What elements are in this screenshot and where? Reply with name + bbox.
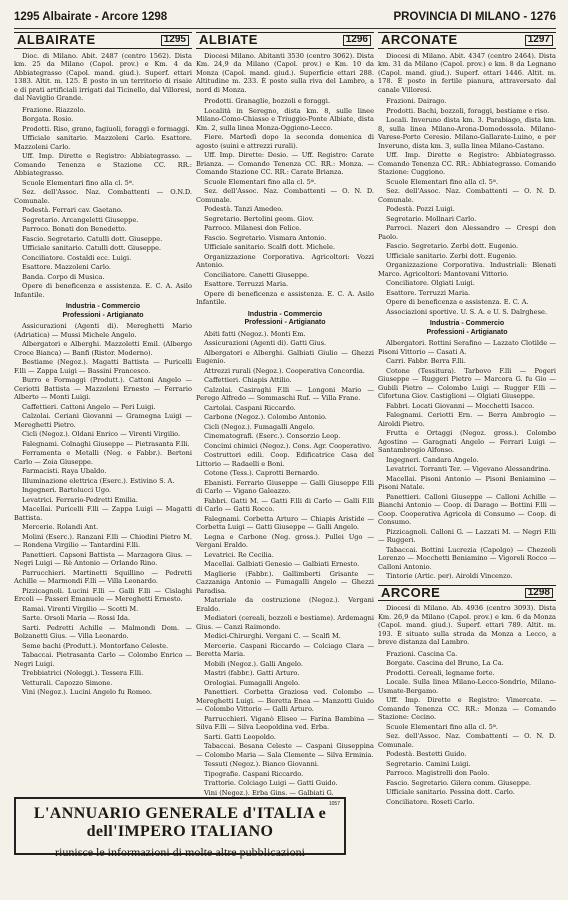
list-item: Borgata. Rosio. <box>22 115 74 123</box>
list-item: Podestà. Bestetti Guido. <box>386 750 467 758</box>
list-item: Ufficiale sanitario. Catulli dott. Giuseppe. <box>22 244 162 252</box>
list-item: Caffettieri. Cattoni Angelo — Peri Luigi. <box>22 402 156 411</box>
column-arconate-arcore <box>378 32 556 807</box>
list-item: Sez. dell'Assoc. Naz. Combattenti — O. N. D. Comunale. <box>378 187 556 204</box>
list-item: Uff. Imp. Dirette e Registro: Abbiategrasso. — Comando Tenenza e Stazione CC. RR.: Abbiategrasso. <box>14 152 192 177</box>
list-item: Trebbiatrici (Noleggi.). Tessera F.lli. <box>22 669 144 677</box>
town-number: 1296 <box>343 35 371 46</box>
list-item: Sarte. Orsoli Maria — Rossi Ida. <box>22 614 130 622</box>
list-item: Mercerie. Rolandi Ant. <box>22 523 99 531</box>
list-item: Prodotti. Riso, grano, fagiuoli, foraggi e formaggi. <box>22 124 190 133</box>
list-item: Organizzazione Corporativa. Industriali: Blenati Marco. Agricoltori: Mantovani Vittorio. <box>378 261 556 278</box>
list-item: Cotone (Tess.). Caprotti Bernardo. <box>204 469 320 477</box>
list-item: Falegnami. Corbetta Arturo — Chiapis Aristide — Corbetta Luigi — Gatti Giuseppe — Galli Angelo. <box>196 514 374 531</box>
list-item: Materiale da costruzione (Negoz.). Vergani Eraldo. <box>196 596 374 613</box>
list-item: Levatrici. Re Cecilia. <box>204 550 274 559</box>
list-item: Panettieri. Capsoni Battista — Marzagora Gius. — Negri Luigi — Rè Antonio — Orlando Rino. <box>14 550 192 567</box>
list-item: Prodotti. Bachi, bozzoli, foraggi, bestiame e riso. <box>386 106 550 115</box>
header-left: 1295 Albairate - Arcore 1298 <box>14 11 168 23</box>
list-item: Pizzicagnoli. Lucini F.lli — Galli F.lli — Cislaghi Ercoli — Passeri Emanuele — Mereghetti Ernesto. <box>14 586 192 603</box>
advert-title: L'ANNUARIO GENERALE d'ITALIA e dell'IMPERO ITALIANO <box>33 805 327 840</box>
list-item: Ufficiale sanitario. Mazzoleni Carlo. Esattore. Mazzoleni Carlo. <box>14 134 192 151</box>
town-intro: Diocesi Milano. Abitanti 3530 (centro 3062). Dista Km. 24,9 da Milano (Capol. prov.) e Km. 10 da Monza (Capol. mand. giud.). Superficie ettari 288. Altitudine m. 233. È posto sulla riva del Lambro, a nord di Monza. <box>196 51 374 94</box>
list-item: Conciliatore. Canetti Giuseppe. <box>204 270 310 279</box>
list-item: Segretario. Arcangeletti Giuseppe. <box>22 215 139 224</box>
list-item: Vini (Negoz.). Erba Gins. — Galbiati G. <box>204 788 334 797</box>
list-item: Sarti. Pedretti Achille — Malmondi Dom. — Bolzanetti Gius. — Villa Leonardo. <box>14 623 192 640</box>
town-name: ALBAIRATE <box>17 32 96 47</box>
list-item: Maglierie (Fabbr.). Gallimberti Grisante — Cazzaniga Antonio — Fumagalli Angelo — Ghezzi Paradisa. <box>196 569 374 595</box>
list-item: Fascio. Segretario. Gilera comm. Giuseppe. <box>386 778 532 787</box>
list-item: Opere di beneficenza e assistenza. E. C. A. Asilo Infantile. <box>14 282 192 299</box>
town-heading <box>378 32 556 49</box>
list-item: Tabaccai. Bottini Lucrezia (Capolgo) — Chezeoli Lorenzo — Mocchetti Beniamino — Vigoreli Rocco — Calloni Antonio. <box>378 545 556 571</box>
town-intro: Diocesi di Milano. Ab. 4936 (centro 3093). Dista Km. 26,9 da Milano (Capol. prov.) e km. 6 da Monza (Capol. mand. giud.). Superf. ettari 789. Altit. m. 193. È situato sulla strada da Monza a Lecco, a breve distanza dal Lambro. <box>378 604 556 646</box>
list-item: Attrezzi rurali (Negoz.). Cooperativa Concordia. <box>204 366 365 375</box>
list-item: Caffettieri. Chiapis Attilio. <box>204 376 292 384</box>
list-item: Fascio. Segretario. Zerbi dott. Eugenio. <box>386 242 519 250</box>
town-intro: Diocesi di Milano. Abit. 4347 (centro 2464). Dista km. 31 da Milano (Capol. prov.) e km. 8 da Legnano (Capol. mand. giud.). Superf. ettari 1446. Altit. m. 178. È posto in fertile pianura, attraversato dal canale Villoresi. <box>378 51 556 94</box>
list-item: Segretario. Camini Luigi. <box>386 759 471 768</box>
list-item: Cartolai. Caspani Riccardo. <box>204 403 296 412</box>
list-item: Calzolai. Ceriani Giovanni — Gramegna Luigi — Mereghetti Pietro. <box>14 412 192 429</box>
list-item: Scuole Elementari fino alla cl. 5ª. <box>386 177 499 186</box>
list-item: Uff. Imp. Dirette e Registro: Vimercate. — Comando Tenenza CC. RR.: Monza — Comando Stazione: Cecino. <box>378 696 556 721</box>
list-item: Conciliatore. Costaldi ecc. Luigi. <box>22 253 132 262</box>
list-item: Fiere. Martedì dopo la seconda domenica di agosto (suini e attrezzi rurali). <box>196 133 374 150</box>
list-item: Frazioni. Cascina Ca. <box>386 649 458 658</box>
list-item: Tabaccai. Pietrasanta Carlo — Colombo Enrico — Negri Luigi. <box>14 651 192 668</box>
town-intro: Dioc. di Milano. Abit. 2487 (centro 1562). Dista km. 25 da Milano (Capol. prov.) e Km. 4 da Abbiategrasso (Capol. mand. giud.). Superf. ettari 1383. Altit. m. 125. È posto in un territorio di risaie e di prati artificiali irrigati dal Ticinello, dal Villoresi, dal Naviglio Grande. <box>14 51 192 102</box>
info-lines <box>378 650 556 807</box>
town-name: ARCONATE <box>381 32 458 47</box>
list-item: Ingegneri. Candara Angelo. <box>386 455 479 464</box>
section-title: Industria - Commercio Professioni - Artigianato <box>62 303 144 319</box>
town-number: 1298 <box>525 588 553 599</box>
list-item: Parroco. Bonati don Benedetto. <box>22 225 127 233</box>
list-item: Albergatori e Alberghi. Galbiati Giulio — Ghezzi Eugenio. <box>196 348 374 365</box>
list-item: Molini (Eserc.). Ranzani F.lli — Chiodini Pietro M. — Rondena Virgilio — Tantardini F.lli. <box>14 532 192 549</box>
list-item: Scuole Elementari fino alla cl. 5ª. <box>204 177 317 186</box>
list-item: Borgate. Cascina del Bruno, La Ca. <box>386 659 504 667</box>
list-item: Podestà. Ferrari cav. Gaetano. <box>22 206 123 214</box>
business-entries <box>378 339 556 581</box>
list-item: Cinematografi. (Eserc.). Consorzio Leop. <box>204 432 341 440</box>
column-albiate <box>196 32 374 807</box>
list-item: Ufficiale sanitario. Pessina dott. Carlo. <box>386 788 515 796</box>
list-item: Vini (Negoz.). Lucini Angelo fu Romeo. <box>22 688 152 696</box>
list-item: Segretario. Bertolini geom. Giov. <box>204 214 314 223</box>
list-item: Ramai. Virenti Virgilio — Scotti M. <box>22 604 139 613</box>
list-item: Levatrici. Torranti Ter. — Vigevano Alessandrina. <box>386 465 551 473</box>
section-title: Industria - Commercio Professioni - Artigianato <box>426 320 508 336</box>
town-number: 1295 <box>161 35 189 46</box>
list-item: Levatrici. Ferrario-Pedretti Emilia. <box>22 495 138 504</box>
list-item: Frutta e Ortaggi (Negoz. gross.). Colombo Agostino — Garagnati Angelo — Ferrari Luigi — Santambrogio Alfonso. <box>378 429 556 454</box>
info-lines <box>196 97 374 307</box>
list-item: Calzolai. Casiraghi F.lli — Longoni Mario — Perego Alfredo — Sommaschi Ruf. — Villa Frane. <box>196 385 374 402</box>
town-name: ARCORE <box>381 584 441 600</box>
list-item: Sez. dell'Assoc. Naz. Combattenti — O. N. D. Comunale. <box>378 732 556 749</box>
column-albairate <box>14 32 192 807</box>
list-item: Uff. Imp. Dirette: Desio. — Uff. Registro: Carate Brianza. — Comando Tenenza CC. RR.: Monza. — Comando Stazione CC. RR.: Carate Brianza. <box>196 151 374 176</box>
list-item: Mastri (fabbr.). Gatti Arturo. <box>204 669 300 677</box>
list-item: Legna e Carbone (Neg. gross.). Pullei Ugo — Vergani Eraldo. <box>196 532 374 549</box>
list-item: Costruttori edili. Coop. Edificatrice Casa del Littorio — Radaelli e Boni. <box>196 451 374 468</box>
section-title: Industria - Commercio Professioni - Artigianato <box>244 310 326 326</box>
list-item: Banda. Corpo di Musica. <box>22 272 105 281</box>
list-item: Uff. Imp. Dirette e Registro: Abbiategrasso. Comando Tenenza CC. RR.: Abbiategrasso. Comando Stazione: Cuggiono. <box>378 151 556 176</box>
page-header <box>14 6 556 29</box>
list-item: Parroco. Milanesi don Felice. <box>204 224 302 232</box>
list-item: Tipografie. Caspani Riccardo. <box>204 769 304 778</box>
list-item: Albergatori e Alberghi. Mazzoletti Emil. (Albergo Croce Bianca) — Banfi (Ristor. Moderno). <box>14 340 192 357</box>
list-item: Cotone (Tessitura). Tarbovo F.lli — Pogeri Giuseppe — Ruggeri Pietro — Marcora G. fu Gio — Gubili Pietro — Colombo Luigi — Rugger F.lli — Cifortuna Giov. Castiglioni — Olgiati Giuseppe. <box>378 366 556 400</box>
list-item: Carbone (Negoz.). Colombo Antonio. <box>204 413 327 421</box>
list-item: Segretario. Mollnari Carlo. <box>386 214 477 223</box>
list-item: Frazione. Riazzolo. <box>22 105 86 114</box>
list-item: Località in Seregno, dista km. 8, sulle linee Milano-Como-Chiasso e Triuggio-Ponte Albiate, dista Km. 2, sulla linea Monza-Oggiono-Lecco. <box>196 106 374 132</box>
list-item: Tintorie (Artic. per). Airoldi Vincenzo. <box>386 572 513 580</box>
list-item: Parrucchieri. Martinetti Squillino — Pedretti Achille — Marmondi F.lli — Villa Leonardo. <box>14 568 192 585</box>
info-lines <box>14 106 192 300</box>
business-entries <box>196 330 374 798</box>
list-item: Sez. dell'Assoc. Naz. Combattenti — O.N.D. Comunale. <box>14 188 192 205</box>
list-item: Cicli (Negoz.). Oldani Enrico — Virenti Virgilio. <box>22 430 181 438</box>
list-item: Prodotti. Granaglie, bozzoli e foraggi. <box>204 97 330 105</box>
town-name: ALBIATE <box>199 32 258 47</box>
list-item: Opere di beneficenza e assistenza. E. C. A. <box>386 298 529 306</box>
list-item: Podestà. Pozzi Luigi. <box>386 205 455 213</box>
list-item: Panettieri. Corbetta Graziosa ved. Colombo — Mereghetti Luigi. — Beretta Enea — Manzotti Guido — Colombo Vittorio — Galli Arturo. <box>196 688 374 713</box>
list-item: Orologiai. Fumagalli Angelo. <box>204 678 300 687</box>
list-item: Conciliatore. Olgiati Luigi. <box>386 279 475 287</box>
list-item: Locali. Inveruno dista km. 3. Parabiago, dista km. 8, sulla linea Milano-Arona-Domodossola. Milano-Varese-Porto Ceresio. Milano-Gallarate-Luino, e per Inveruno, dista km. 3, sulla linea Milano-Castano. <box>378 116 556 150</box>
header-right: PROVINCIA DI MILANO - 1276 <box>393 11 556 23</box>
list-item: Scuole Elementari fino alla cl. 5ª. <box>22 178 135 187</box>
list-item: Locale. Sulla linea Milano-Lecco-Sondrio, Milano-Usmate-Bergamo. <box>378 678 556 695</box>
list-item: Cicli (Negoz.). Fumagalli Angelo. <box>204 422 315 431</box>
list-item: Parroco. Magistrelli don Paolo. <box>386 769 490 777</box>
list-item: Tabaccai. Besana Celeste — Caspani Giuseppina — Colombo Maria — Sala Clemente — Silva Erminia. <box>196 742 374 759</box>
list-item: Esattore. Mazzoleni Carlo. <box>22 263 111 271</box>
list-item: Scuole Elementari fino alla cl. 5ª. <box>386 722 499 731</box>
list-item: Ufficiale sanitario. Zerbi dott. Eugenio. <box>386 251 517 260</box>
advert-box <box>14 797 346 859</box>
list-item: Fascio. Segretario. Vismara Antonio. <box>204 233 327 242</box>
list-item: Fabbri. Gatti M. — Gatti F.lli di Carlo — Galli F.lli di Carlo — Gatti Rocco. <box>196 496 374 513</box>
advert-subtitle: riunisce le informazioni di molte altre pubblicazioni <box>55 845 305 859</box>
list-item: Albergatori. Rottini Serafino — Lazzato Clotilde — Pisoni Vittorio — Casati A. <box>378 339 556 356</box>
business-entries <box>14 322 192 697</box>
list-item: Sarti. Gatti Leopoldo. <box>204 732 276 741</box>
list-item: Macellai. Pisoni Antonio — Pisoni Beniamino — Pisoni Natale. <box>378 474 556 491</box>
list-item: Seme bachi (Produtt.). Montorfano Celeste. <box>22 641 169 650</box>
advert-code: 1057 <box>328 801 340 807</box>
list-item: Esattore. Terruzzi Maria. <box>386 288 471 297</box>
list-item: Vetturali. Capozzo Simone. <box>22 678 113 687</box>
list-item: Frazioni. Dairago. <box>386 97 447 105</box>
list-item: Ufficiale sanitario. Scalfi dott. Michele. <box>204 243 335 251</box>
town-heading <box>14 32 192 49</box>
list-item: Fabbri. Locati Giovanni — Mocchetti Isacco. <box>386 401 535 410</box>
list-item: Parrucchieri. Viganò Eliseo — Farina Bambina — Silva F.lli — Silva Leopoldina ved. Erba. <box>196 714 374 731</box>
list-item: Macellai. Puricelli F.lli — Zappa Luigi — Magatti Battista. <box>14 505 192 522</box>
list-item: Assicurazioni (Agenti di). Mereghetti Mario (Adriatica) — Mussi Michele Angelo. <box>14 322 192 339</box>
list-item: Trattorie. Colciago Luigi — Gatti Guido. <box>204 779 338 787</box>
list-item: Carri. Fabbr. Berra F.lli. <box>386 357 466 365</box>
list-item: Mercerie. Caspani Riccardo — Colciago Clara — Beretta Maria. <box>196 641 374 658</box>
list-item: Pizzicagnoli. Calloni G. — Lazzati M. — Negri F.lli — Ruggeri. <box>378 527 556 544</box>
list-item: Assicurazioni (Agenti di). Gatti Gius. <box>204 339 327 347</box>
list-item: Prodotti. Cereali, legname forte. <box>386 668 495 677</box>
list-item: Abiti fatti (Negoz.). Monti Em. <box>204 329 306 338</box>
list-item: Falegnami. Ceriotti Ern. — Berra Ambrogio — Airoldi Pietro. <box>378 411 556 428</box>
list-item: Illuminazione elettrica (Eserc.). Estivino S. A. <box>22 476 175 485</box>
info-lines <box>378 97 556 316</box>
list-item: Podestà. Tanzi Amedeo. <box>204 205 284 213</box>
town-heading-arcore <box>378 585 556 602</box>
list-item: Falegnami. Colnaghi Giuseppe — Pietrasanta F.lli. <box>22 439 190 448</box>
list-item: Medici-Chirurghi. Vergani C. — Scalfi M. <box>204 632 341 640</box>
list-item: Tessuti (Negoz.). Bianco Giovanni. <box>204 760 320 768</box>
list-item: Panettieri. Calloni Giuseppe — Calloni Achille — Bianchi Antonio — Coop. di Darago — Bottini F.lli — Coop. Cooperativa Agricola di Consumo — Coop. di Consumo. <box>378 492 556 526</box>
list-item: Ferramenta e Metalli (Neg. e Fabbr.). Bertoni Carlo — Zoia Giuseppe. <box>14 449 192 466</box>
town-number: 1297 <box>525 35 553 46</box>
list-item: Burro e Formaggi (Produtt.). Cattoni Angelo — Ceriotti Battista — Mazzoleni Ernesto — Ferrario Alberto — Monti Luigi. <box>14 376 192 401</box>
list-item: Parroci. Nazeri don Alessandro — Crespi don Paolo. <box>378 224 556 241</box>
list-item: Farmacisti. Raya Ubaldo. <box>22 467 107 475</box>
list-item: Ebanisti. Ferrario Giuseppe — Galli Giuseppe F.lli di Carlo — Vigano Galeazzo. <box>196 478 374 495</box>
list-item: Opere di beneficenza e assistenza. E. C. A. Asilo Infantile. <box>196 289 374 306</box>
list-item: Organizzazione Corporativa. Agricoltori: Vozzi Antonio. <box>196 252 374 269</box>
list-item: Concimi chimici (Negoz.). Cons. Agr. Cooperativo. <box>204 441 372 450</box>
list-item: Mobili (Negoz.). Galli Angelo. <box>204 659 303 668</box>
town-heading <box>196 32 374 49</box>
list-item: Fascio. Segretario. Catulli dott. Giuseppe. <box>22 234 163 243</box>
list-item: Associazioni sportive. U. S. A. e U. S. Dalrghese. <box>386 307 547 316</box>
list-item: Esattore. Terruzzi Maria. <box>204 280 289 288</box>
list-item: Mediatori (cereali, bozzoli e bestiame). Ardemagni Gius. — Canzi Raimondo. <box>196 614 374 631</box>
list-item: Conciliatore. Roseti Carlo. <box>386 797 475 806</box>
list-item: Bestiame (Negoz.). Magatti Battista — Puricelli F.lli — Zappa Luigi — Bassini Francesco. <box>14 358 192 375</box>
list-item: Macellai. Galbiati Genesio — Galbiati Ernesto. <box>204 560 360 568</box>
list-item: Ingegneri. Bartolucci Ugo. <box>22 486 112 494</box>
list-item: Sez. dell'Assoc. Naz. Combattenti — O. N. D. Comunale. <box>196 187 374 204</box>
